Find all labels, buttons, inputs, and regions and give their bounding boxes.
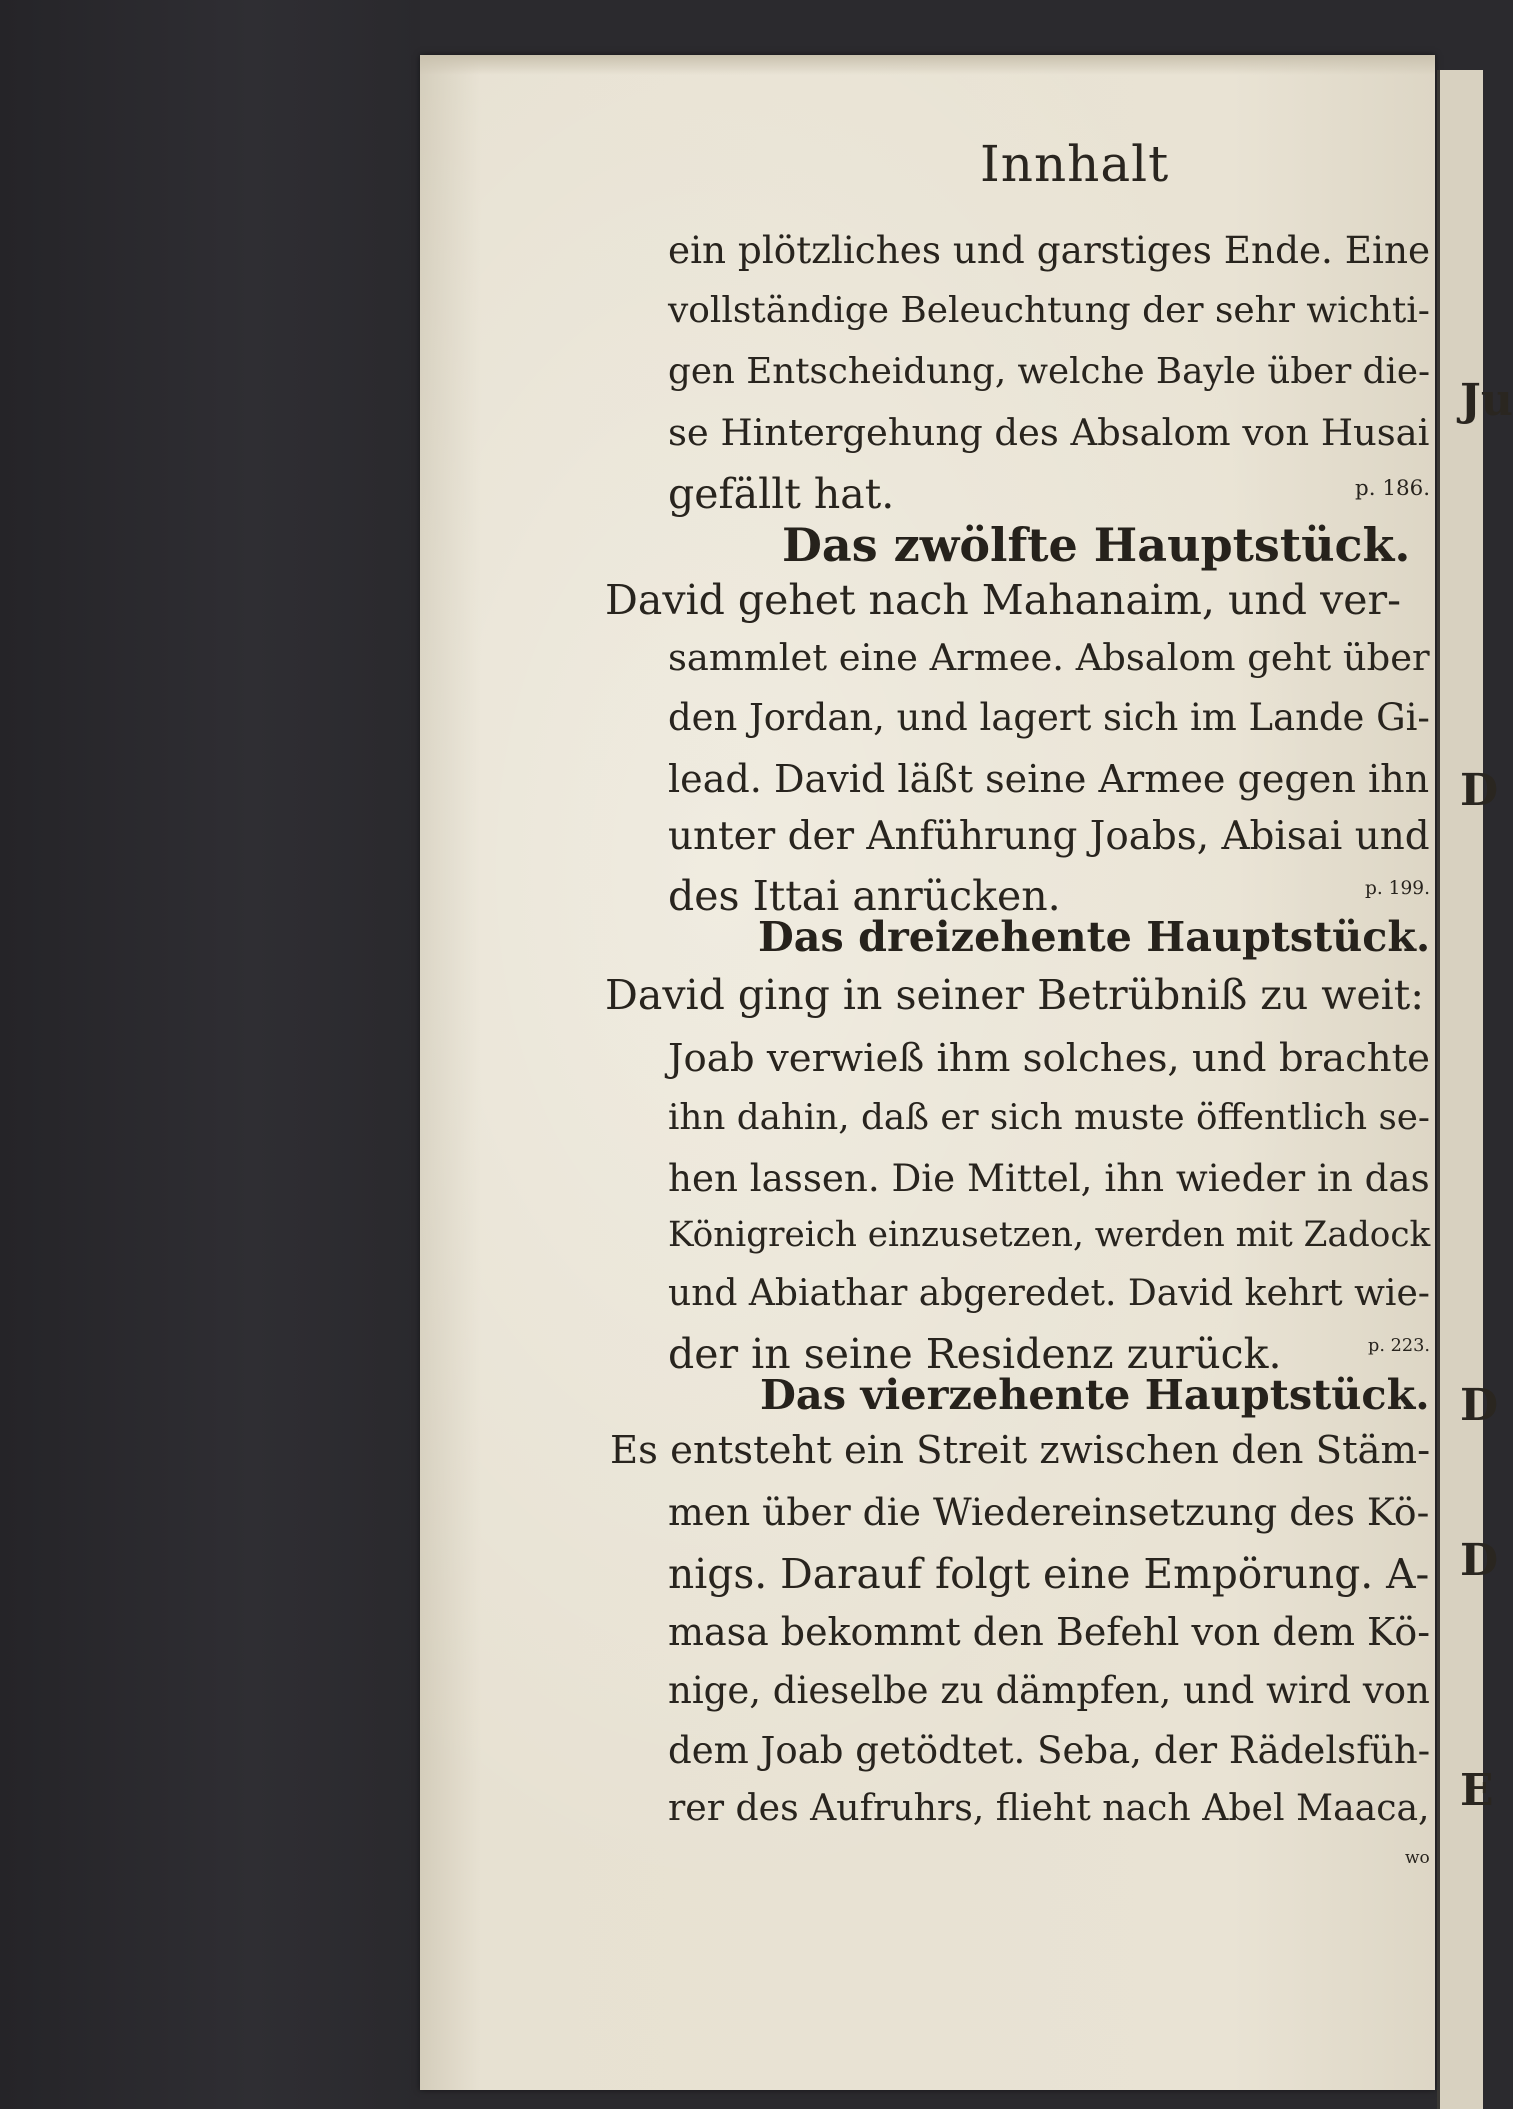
text-line: lead. David läßt seine Armee gegen ihn bbox=[668, 757, 1430, 801]
text-line: gen Entscheidung, welche Bayle über die- bbox=[668, 351, 1431, 392]
text-line: der in seine Residenz zurück. bbox=[668, 1330, 1282, 1378]
text-line: vollständige Beleuchtung der sehr wichti- bbox=[668, 290, 1430, 331]
text-line: nige, dieselbe zu dämpfen, und wird von bbox=[668, 1669, 1430, 1712]
text-line: sammlet eine Armee. Absalom geht über bbox=[668, 636, 1430, 679]
page-reference: p. 186. bbox=[1355, 476, 1431, 501]
background-left bbox=[0, 0, 420, 2109]
text-line: ihn dahin, daß er sich muste öffentlich se- bbox=[668, 1097, 1430, 1138]
next-page-fragment: D bbox=[1460, 1535, 1499, 1586]
page-edge bbox=[420, 55, 1435, 75]
text-line: Joab verwieß ihm solches, und brachte bbox=[668, 1036, 1431, 1081]
catchword: wo bbox=[1405, 1848, 1430, 1868]
page-reference: p. 223. bbox=[1368, 1336, 1430, 1356]
text-line: men über die Wiedereinsetzung des Kö- bbox=[668, 1490, 1430, 1534]
next-page-fragment: D bbox=[1460, 1380, 1499, 1431]
running-header: Innhalt bbox=[980, 135, 1170, 193]
text-line: hen lassen. Die Mittel, ihn wieder in das bbox=[668, 1156, 1430, 1200]
text-line: nigs. Darauf folgt eine Empörung. A- bbox=[668, 1550, 1430, 1598]
text-line: gefällt hat. bbox=[668, 470, 895, 518]
text-line: des Ittai anrücken. bbox=[668, 872, 1061, 920]
next-page-fragment: D bbox=[1460, 765, 1499, 816]
text-line: unter der Anführung Joabs, Abisai und bbox=[668, 814, 1430, 859]
chapter-heading: Das zwölfte Hauptstück. bbox=[782, 518, 1411, 572]
text-line: masa bekommt den Befehl von dem Kö- bbox=[668, 1610, 1431, 1654]
text-line: den Jordan, und lagert sich im Lande Gi- bbox=[668, 696, 1430, 739]
text-line: Königreich einzusetzen, werden mit Zadock bbox=[668, 1215, 1431, 1255]
text-line: ein plötzliches und garstiges Ende. Eine bbox=[668, 228, 1431, 272]
text-line: rer des Aufruhrs, flieht nach Abel Maaca, bbox=[668, 1786, 1430, 1829]
text-line: Es entsteht ein Streit zwischen den Stäm- bbox=[610, 1428, 1431, 1473]
chapter-heading: Das vierzehente Hauptstück. bbox=[760, 1370, 1430, 1419]
text-line: se Hintergehung des Absalom von Husai bbox=[668, 411, 1430, 454]
text-line: David gehet nach Mahanaim, und ver- bbox=[605, 576, 1401, 624]
text-line: und Abiathar abgeredet. David kehrt wie- bbox=[668, 1273, 1430, 1314]
page-reference: p. 199. bbox=[1365, 878, 1431, 899]
text-line: dem Joab getödtet. Seba, der Rädelsfüh- bbox=[668, 1729, 1431, 1772]
chapter-heading: Das dreizehente Hauptstück. bbox=[758, 912, 1431, 961]
next-page-fragment: E bbox=[1460, 1765, 1494, 1816]
next-page-fragment: Ju bbox=[1460, 375, 1513, 426]
text-line: David ging in seiner Betrübniß zu weit: bbox=[605, 971, 1425, 1019]
